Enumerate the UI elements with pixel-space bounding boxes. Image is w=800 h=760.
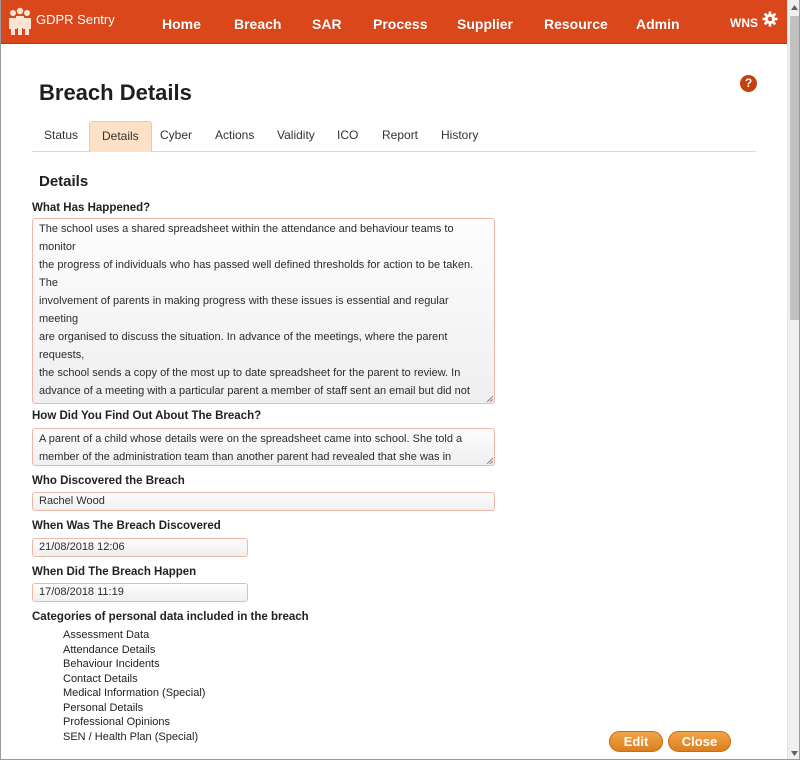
list-item: SEN / Health Plan (Special) xyxy=(63,730,199,743)
text-line: involvement of parents in making progress with these issues is essential and regular meeting xyxy=(39,295,449,325)
page-title: Breach Details xyxy=(39,80,192,105)
nav-home[interactable]: Home xyxy=(162,16,201,32)
nav-process[interactable]: Process xyxy=(373,16,428,32)
list-item: Attendance Details xyxy=(63,643,156,656)
arrow-down-icon xyxy=(791,751,798,756)
edit-button[interactable]: Edit xyxy=(609,731,663,752)
text-line: the school sends a copy of the most up to date spreadsheet for the parent to review. In xyxy=(39,367,461,379)
list-item: Contact Details xyxy=(63,672,138,685)
section-title: Details xyxy=(39,173,89,190)
nav-breach[interactable]: Breach xyxy=(234,16,282,32)
tab-actions[interactable]: Actions xyxy=(215,128,255,142)
tab-history[interactable]: History xyxy=(441,128,479,142)
list-item: Assessment Data xyxy=(63,629,150,641)
tab-validity[interactable]: Validity xyxy=(277,128,315,142)
resize-grip-icon[interactable] xyxy=(486,457,493,464)
scroll-thumb[interactable] xyxy=(790,16,800,320)
tab-bar xyxy=(32,121,756,152)
nav-admin[interactable]: Admin xyxy=(636,16,680,32)
top-nav-bar xyxy=(1,0,787,44)
when-discovered-label: When Was The Breach Discovered xyxy=(32,520,221,532)
people-group-icon xyxy=(7,7,33,35)
close-button[interactable]: Close xyxy=(668,731,731,752)
when-happened-label: When Did The Breach Happen xyxy=(32,566,197,578)
text-line xyxy=(39,400,488,404)
what-happened-label: What Has Happened? xyxy=(32,202,151,214)
resize-grip-icon[interactable] xyxy=(486,395,493,402)
list-item: Behaviour Incidents xyxy=(63,658,160,670)
brand[interactable] xyxy=(7,7,115,37)
tab-report[interactable]: Report xyxy=(382,128,419,142)
what-happened-textarea[interactable] xyxy=(32,218,495,404)
list-item: Personal Details xyxy=(63,701,144,714)
gear-icon[interactable] xyxy=(762,11,778,27)
how-found-textarea[interactable] xyxy=(32,428,495,466)
question-icon[interactable]: ? xyxy=(740,75,757,92)
brand-name: GDPR Sentry xyxy=(36,12,115,27)
nav-resource[interactable]: Resource xyxy=(544,16,608,32)
nav-supplier[interactable]: Supplier xyxy=(457,16,514,32)
text-line: The school uses a shared spreadsheet within the attendance and behaviour teams to monitor xyxy=(39,223,454,253)
nav-sar[interactable]: SAR xyxy=(312,16,342,32)
text-line: the progress of individuals who has passed well defined thresholds for action to be taken. The xyxy=(39,259,474,289)
tab-details[interactable]: Details xyxy=(89,121,152,152)
tab-status[interactable]: Status xyxy=(44,128,79,142)
how-found-label: How Did You Find Out About The Breach? xyxy=(32,410,262,422)
when-happened-field[interactable]: 17/08/2018 11:19 xyxy=(32,583,248,602)
who-discovered-field[interactable]: Rachel Wood xyxy=(32,492,495,511)
user-code[interactable]: WNS xyxy=(730,16,758,30)
text-line: A parent of a child whose details were on the spreadsheet came into school. She told a xyxy=(39,433,463,445)
scroll-up-button[interactable] xyxy=(788,0,800,14)
list-item: Medical Information (Special) xyxy=(63,687,206,699)
when-discovered-field[interactable]: 21/08/2018 12:06 xyxy=(32,538,248,557)
list-item: Professional Opinions xyxy=(63,716,171,728)
categories-list xyxy=(63,628,205,744)
tab-ico[interactable]: ICO xyxy=(337,128,359,142)
arrow-up-icon xyxy=(791,5,798,10)
vertical-scrollbar[interactable] xyxy=(787,0,800,760)
scroll-down-button[interactable] xyxy=(788,746,800,760)
who-discovered-label: Who Discovered the Breach xyxy=(32,475,185,487)
categories-label: Categories of personal data included in the breach xyxy=(32,611,309,623)
text-line: member of the administration team than another parent had revealed that she was in xyxy=(39,451,452,463)
text-line: are organised to discuss the situation. In advance of the meetings, where the parent requests, xyxy=(39,331,448,361)
text-line: advance of a meeting with a particular parent a member of staff sent an email but did not xyxy=(39,385,470,397)
tab-cyber[interactable]: Cyber xyxy=(160,128,193,142)
